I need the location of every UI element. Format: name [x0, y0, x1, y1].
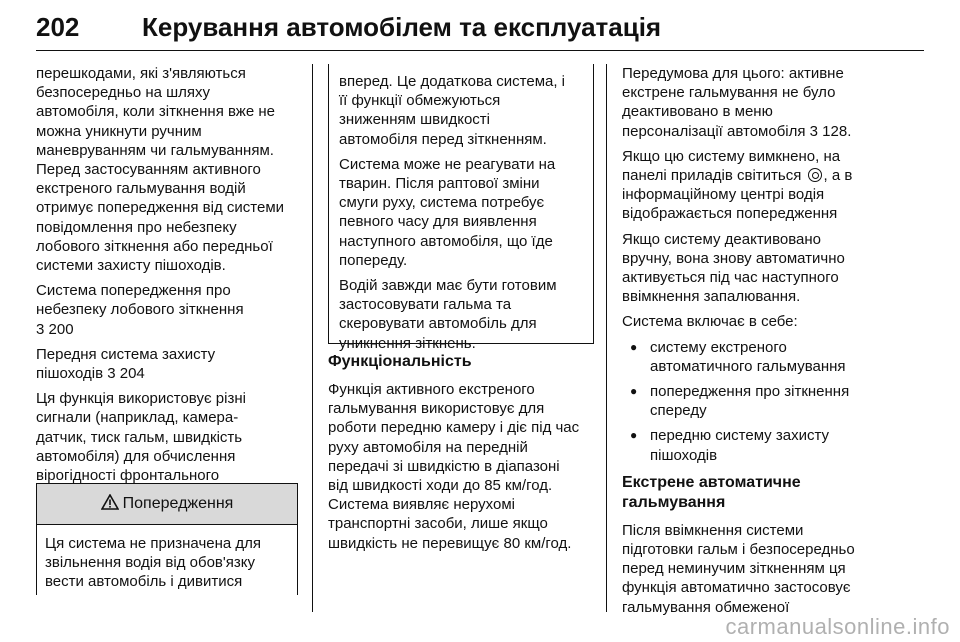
cross-reference-paragraph: Передня система захисту пішоходів 3 204: [36, 345, 216, 383]
column-3: [622, 64, 924, 623]
paragraph: Якщо систему деактивовано вручну, вона знову автоматично активується під час наступного ввімкнення запалювання.: [622, 230, 845, 306]
note-paragraph: Система може не реагувати на тварин. Після раптової зміни смуги руху, система потребує певного часу для виявлення наступного автомобіля, що їде попереду.: [339, 155, 556, 269]
warning-text: Ця система не призначена для звільнення водія від обов'язку вести автомобіль і дивитися: [45, 535, 262, 591]
paragraph: Передумова для цього: активне екстрене гальмування не було деактивовано в меню персоналізації автомобіля 3 128.: [622, 65, 852, 140]
paragraph: [622, 147, 924, 224]
paragraph-text: Якщо цю систему вимкнено, на панелі приладів світиться: [622, 147, 841, 185]
warning-continuation-box: [328, 64, 594, 352]
watermark: carmanualsonline.info: [725, 614, 950, 639]
warning-triangle-icon: [101, 494, 119, 515]
note-paragraph: Водій завжди має бути готовим застосовувати гальма та скеровувати автомобіль для уникнення зіткнень.: [339, 277, 557, 352]
note-paragraph: вперед. Це додаткова система, і її функції обмежуються зниженням швидкості автомобіля перед зіткненням.: [339, 73, 566, 148]
list-item: ● попередження про зіткнення спереду: [622, 382, 924, 420]
brake-system-indicator-icon: [808, 168, 822, 182]
column-divider-2: [606, 64, 607, 612]
list-item: ● передню систему захисту пішоходів: [622, 426, 924, 464]
list-item: ● систему екстреного автоматичного гальмування: [622, 338, 924, 376]
cross-reference-paragraph: Система попередження про небезпеку лобового зіткнення 3 200: [36, 282, 244, 338]
section-heading: Функціональність: [328, 353, 472, 370]
section-text: Після ввімкнення системи підготовки гальм і безпосередньо перед неминучим зіткненням ця функція автоматично застосовує гальмування обмеженої: [622, 521, 855, 616]
paragraph: Ця функція використовує різні сигнали (наприклад, камера- датчик, тиск гальм, швидкість автомобіля) для обчислення вірогідності фронтального: [36, 390, 246, 485]
column-divider-1: [312, 64, 313, 612]
page-header: [36, 12, 924, 52]
header-divider: [36, 50, 924, 51]
section-heading: Екстрене автоматичне гальмування: [622, 473, 801, 511]
functionality-section: [328, 352, 594, 553]
warning-box: [36, 483, 298, 595]
page-title: Керування автомобілем та експлуатація: [142, 12, 662, 42]
section-text: Функція активного екстреного гальмування використовує для роботи передню камеру і діє під час руху автомобіля на передній передачі зі швидкістю в діапазоні від швидкості ходи до 85 км/год. Система виявляє нерухомі транспортні засоби, лише якщо швидкість не перевищує 80 км/год.: [328, 381, 580, 552]
paragraph-text: , а в інформаційному центрі водія відображається попередження: [622, 167, 853, 223]
page-number: 202: [36, 12, 80, 42]
paragraph: Система включає в себе:: [622, 313, 798, 331]
warning-title: Попередження: [122, 495, 234, 512]
feature-list: [622, 338, 924, 465]
column-1: [36, 64, 298, 510]
warning-header: [37, 484, 297, 525]
paragraph: перешкодами, які з'являються безпосередньо на шляху автомобіля, коли зіткнення вже не можна уникнути ручним маневруванням чи гальмуванням. Перед застосуванням активного екстреного гальмування водій отримує попередження від системи повідомлення про небезпеку лобового зіткнення або передньої системи захисту пішоходів.: [36, 65, 285, 275]
